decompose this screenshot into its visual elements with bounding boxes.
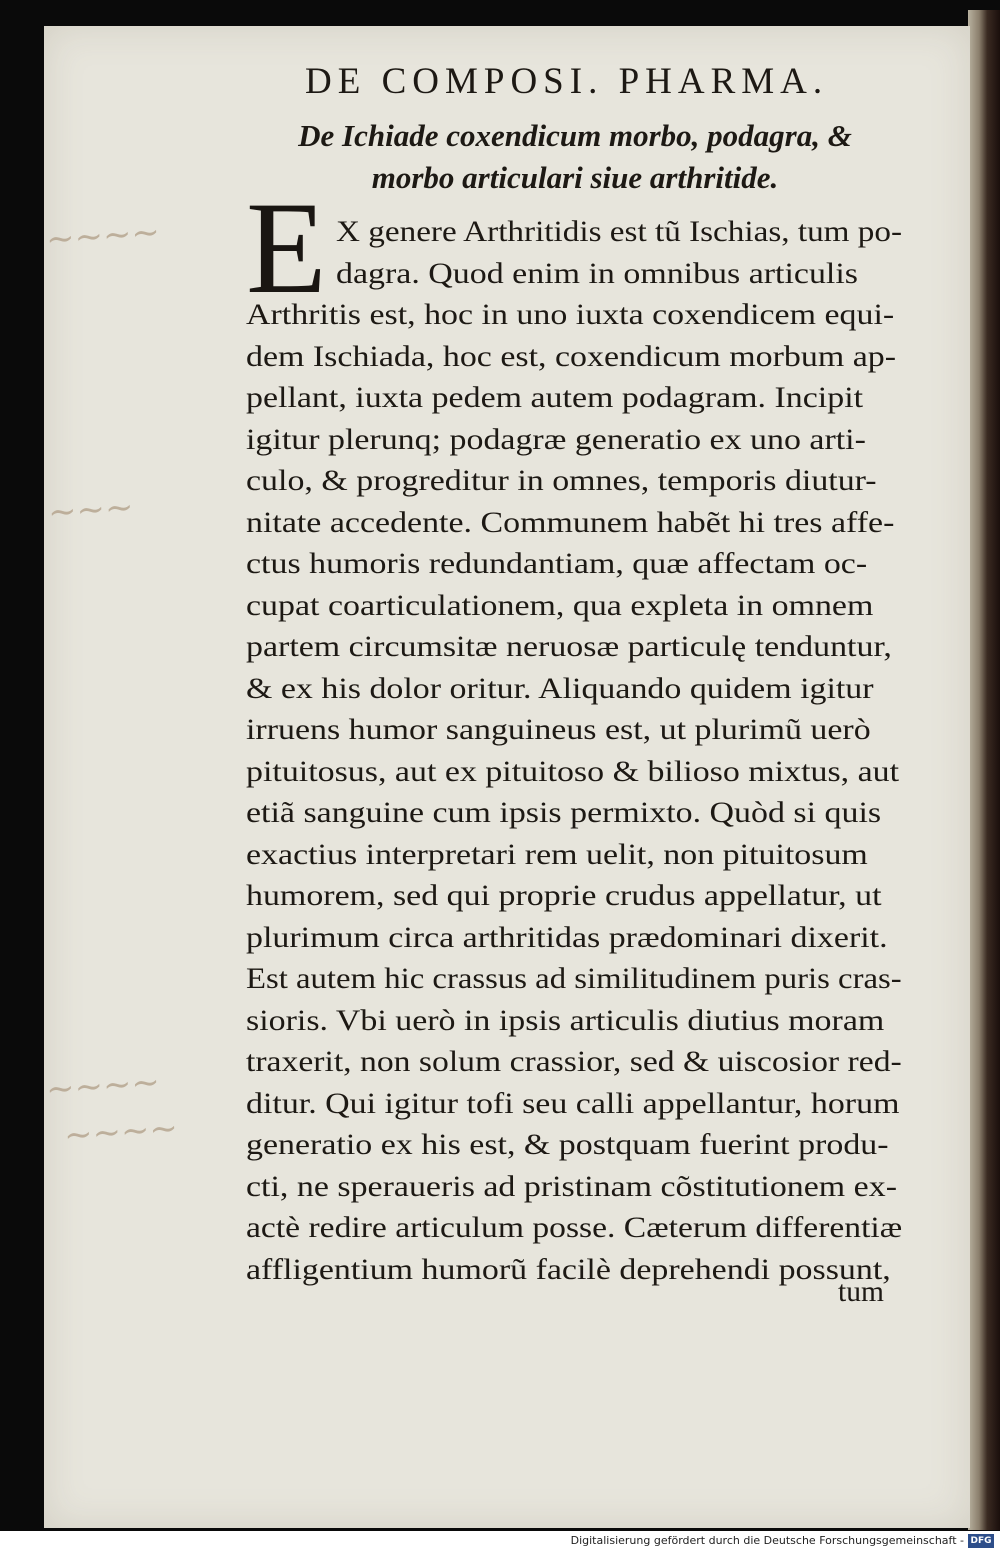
dfg-logo-icon: DFG — [968, 1534, 994, 1548]
text-line: cupat coarticulationem, qua expleta in omnem — [246, 589, 874, 622]
handwritten-margin-note: ~~~~ — [44, 212, 162, 260]
handwritten-margin-note: ~~~~ — [44, 1062, 162, 1110]
text-line: exactius interpretari rem uelit, non pituitosum — [246, 838, 868, 871]
text-line: Est autem hic crassus ad similitudinem puris cras- — [246, 963, 902, 995]
footer-credit: Digitalisierung gefördert durch die Deutsche Forschungsgemeinschaft - — [570, 1534, 964, 1547]
text-line: sioris. Vbi uerò in ipsis articulis diutius moram — [246, 1004, 885, 1037]
text-line: plurimum circa arthritidas prædominari dixerit. — [246, 921, 888, 954]
text-line: partem circumsitæ neruosæ particulę tenduntur, — [246, 631, 892, 663]
text-line: Arthritis est, hoc in uno iuxta coxendicem equi- — [246, 299, 895, 331]
text-line: dagra. Quod enim in omnibus articulis — [336, 257, 858, 290]
chapter-heading-line-2: morbo articulari siue arthritide. — [371, 160, 779, 195]
chapter-heading-line-1: De Ichiade coxendicum morbo, podagra, & — [298, 118, 852, 153]
scan-right-edge — [968, 10, 1000, 1530]
drop-cap: E — [246, 196, 327, 300]
text-line: ctus humoris redundantiam, quæ affectam oc- — [246, 548, 868, 580]
text-line: cti, ne speraueris ad pristinam cõstitutionem ex- — [246, 1170, 897, 1203]
text-line: & ex his dolor oritur. Aliquando quidem igitur — [246, 672, 874, 705]
text-line: pituitosus, aut ex pituitoso & bilioso mixtus, aut — [246, 755, 900, 788]
text-line: igitur plerunq; podagræ generatio ex uno arti- — [246, 423, 866, 456]
text-line: ditur. Qui igitur tofi seu calli appellantur, horum — [246, 1087, 900, 1120]
catchword: tum — [838, 1276, 884, 1308]
text-line: dem Ischiada, hoc est, coxendicum morbum ap- — [246, 340, 897, 373]
text-line: irruens humor sanguineus est, ut plurimũ uerò — [246, 714, 871, 746]
text-line: pellant, iuxta pedem autem podagram. Incipit — [246, 382, 864, 414]
footer-bar — [0, 1531, 1000, 1553]
text-line: X genere Arthritidis est tũ Ischias, tum po- — [336, 216, 903, 248]
text-line: etiã sanguine cum ipsis permixto. Quòd si quis — [246, 797, 882, 829]
handwritten-margin-note: ~~~~ — [62, 1108, 180, 1156]
text-line: traxerit, non solum crassior, sed & uiscosior red- — [246, 1046, 902, 1078]
text-line: generatio ex his est, & postquam fuerint produ- — [246, 1129, 889, 1161]
text-line: humorem, sed qui proprie crudus appellatur, ut — [246, 880, 882, 912]
text-line: actè redire articulum posse. Cæterum differentiæ — [246, 1212, 903, 1244]
handwritten-margin-note: ~~~ — [46, 487, 135, 533]
running-head: DE COMPOSI. PHARMA. — [305, 61, 829, 102]
text-line: affligentium humorũ facilè deprehendi possunt, — [246, 1253, 891, 1286]
text-line: culo, & progreditur in omnes, temporis diutur- — [246, 465, 877, 497]
text-line: nitate accedente. Communem habẽt hi tres affe- — [246, 506, 895, 539]
